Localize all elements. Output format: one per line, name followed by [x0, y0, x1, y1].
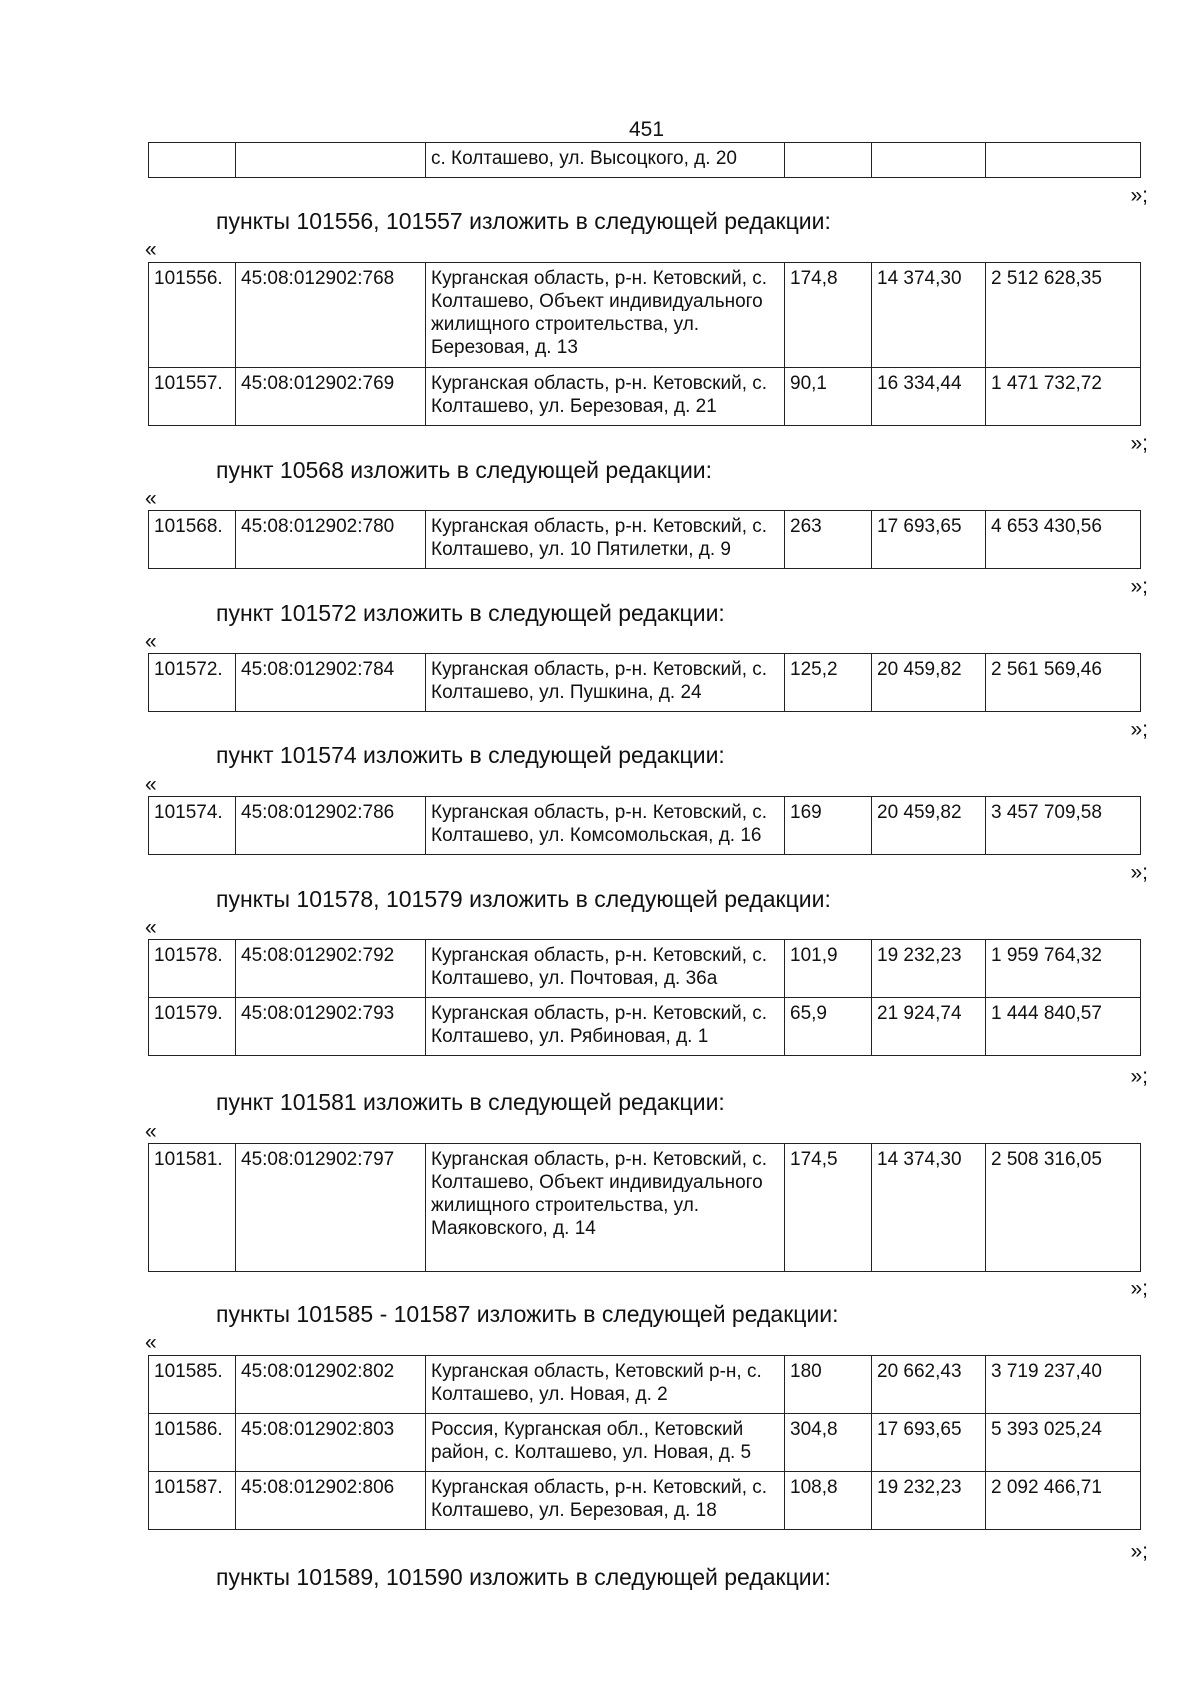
cell-number: 101579.	[149, 998, 236, 1056]
property-table	[148, 510, 1141, 569]
property-table	[148, 1355, 1141, 1530]
cell-value	[986, 143, 1141, 178]
property-table	[148, 796, 1141, 855]
closing-quote: »;	[1130, 432, 1148, 455]
cell-number: 101586.	[149, 1414, 236, 1472]
continuation-table	[148, 142, 1141, 178]
closing-quote: »;	[1130, 184, 1148, 207]
cell-rate: 14 374,30	[872, 1144, 986, 1272]
table-row	[149, 1356, 1141, 1414]
cell-number: 101556.	[149, 263, 236, 368]
cell-area: 90,1	[785, 368, 872, 426]
opening-quote: «	[145, 1331, 157, 1354]
cell-rate: 14 374,30	[872, 263, 986, 368]
cell-value: 3 457 709,58	[986, 797, 1141, 855]
table-row	[149, 654, 1141, 712]
cell-address: Курганская область, р-н. Кетовский, с. Колташево, ул. Березовая, д. 21	[426, 368, 785, 426]
closing-quote: »;	[1130, 718, 1148, 741]
property-table	[148, 1143, 1141, 1272]
opening-quote: «	[145, 1120, 157, 1143]
cell-number: 101568.	[149, 511, 236, 569]
table-row	[149, 263, 1141, 368]
cell-address: Курганская область, р-н. Кетовский, с. Колташево, ул. 10 Пятилетки, д. 9	[426, 511, 785, 569]
cell-rate: 17 693,65	[872, 511, 986, 569]
cell-value: 4 653 430,56	[986, 511, 1141, 569]
cell-area: 108,8	[785, 1472, 872, 1530]
cell-address: Курганская область, р-н. Кетовский, с. Колташево, ул. Рябиновая, д. 1	[426, 998, 785, 1056]
cell-cadastral: 45:08:012902:768	[236, 263, 426, 368]
cell-area: 180	[785, 1356, 872, 1414]
closing-quote: »;	[1130, 575, 1148, 598]
section-intro: пункты 101578, 101579 изложить в следующей редакции:	[216, 886, 831, 912]
cell-area: 125,2	[785, 654, 872, 712]
table-row	[149, 1144, 1141, 1272]
table-row	[149, 143, 1141, 178]
cell-cadastral: 45:08:012902:806	[236, 1472, 426, 1530]
cell-area: 174,8	[785, 263, 872, 368]
cell-value: 1 959 764,32	[986, 940, 1141, 998]
cell-cadastral: 45:08:012902:780	[236, 511, 426, 569]
cell-cadastral: 45:08:012902:802	[236, 1356, 426, 1414]
cell-value: 5 393 025,24	[986, 1414, 1141, 1472]
table-row	[149, 1414, 1141, 1472]
cell-area: 65,9	[785, 998, 872, 1056]
cell-address: Курганская область, р-н. Кетовский, с. Колташево, ул. Комсомольская, д. 16	[426, 797, 785, 855]
cell-value: 2 508 316,05	[986, 1144, 1141, 1272]
table-row	[149, 998, 1141, 1056]
cell-value: 2 092 466,71	[986, 1472, 1141, 1530]
cell-value: 2 561 569,46	[986, 654, 1141, 712]
cell-number: 101585.	[149, 1356, 236, 1414]
cell-area: 263	[785, 511, 872, 569]
final-section-intro: пункты 101589, 101590 изложить в следующей редакции:	[216, 1564, 831, 1590]
cell-rate: 19 232,23	[872, 940, 986, 998]
opening-quote: «	[145, 487, 157, 510]
cell-rate: 20 459,82	[872, 654, 986, 712]
closing-quote: »;	[1130, 1277, 1148, 1300]
cell-rate: 20 459,82	[872, 797, 986, 855]
cell-address: Курганская область, р-н. Кетовский, с. Колташево, ул. Почтовая, д. 36а	[426, 940, 785, 998]
cell-address: с. Колташево, ул. Высоцкого, д. 20	[426, 143, 785, 178]
cell-area: 174,5	[785, 1144, 872, 1272]
opening-quote: «	[145, 773, 157, 796]
opening-quote: «	[145, 238, 157, 261]
cell-value: 1 444 840,57	[986, 998, 1141, 1056]
cell-cadastral: 45:08:012902:792	[236, 940, 426, 998]
cell-value: 3 719 237,40	[986, 1356, 1141, 1414]
cell-value: 1 471 732,72	[986, 368, 1141, 426]
cell-address: Курганская область, Кетовский р-н, с. Колташево, ул. Новая, д. 2	[426, 1356, 785, 1414]
property-table	[148, 653, 1141, 712]
table-row	[149, 1472, 1141, 1530]
cell-number: 101574.	[149, 797, 236, 855]
cell-rate	[872, 143, 986, 178]
cell-area: 304,8	[785, 1414, 872, 1472]
cell-cadastral: 45:08:012902:793	[236, 998, 426, 1056]
cell-cadastral: 45:08:012902:786	[236, 797, 426, 855]
closing-quote: »;	[1130, 861, 1148, 884]
cell-number: 101587.	[149, 1472, 236, 1530]
section-intro: пункт 101581 изложить в следующей редакции:	[216, 1089, 725, 1115]
cell-cadastral: 45:08:012902:803	[236, 1414, 426, 1472]
cell-address: Курганская область, р-н. Кетовский, с. Колташево, Объект индивидуального жилищного строительства, ул. Березовая, д. 13	[426, 263, 785, 368]
cell-area	[785, 143, 872, 178]
cell-address: Курганская область, р-н. Кетовский, с. Колташево, Объект индивидуального жилищного строительства, ул. Маяковского, д. 14	[426, 1144, 785, 1272]
cell-address: Курганская область, р-н. Кетовский, с. Колташево, ул. Пушкина, д. 24	[426, 654, 785, 712]
closing-quote: »;	[1130, 1540, 1148, 1563]
cell-value: 2 512 628,35	[986, 263, 1141, 368]
cell-rate: 16 334,44	[872, 368, 986, 426]
property-table	[148, 262, 1141, 426]
cell-number: 101557.	[149, 368, 236, 426]
cell-area: 101,9	[785, 940, 872, 998]
closing-quote: »;	[1130, 1065, 1148, 1088]
cell-cadastral: 45:08:012902:784	[236, 654, 426, 712]
cell-number: 101581.	[149, 1144, 236, 1272]
table-row	[149, 797, 1141, 855]
table-row	[149, 940, 1141, 998]
opening-quote: «	[145, 630, 157, 653]
cell-address: Россия, Курганская обл., Кетовский район, с. Колташево, ул. Новая, д. 5	[426, 1414, 785, 1472]
table-row	[149, 368, 1141, 426]
section-intro: пункт 101574 изложить в следующей редакции:	[216, 742, 725, 768]
section-intro: пункты 101585 - 101587 изложить в следующей редакции:	[216, 1301, 839, 1327]
cell-number: 101578.	[149, 940, 236, 998]
cell-area: 169	[785, 797, 872, 855]
opening-quote: «	[145, 916, 157, 939]
table-row	[149, 511, 1141, 569]
property-table	[148, 939, 1141, 1056]
section-intro: пункт 10568 изложить в следующей редакции:	[216, 457, 713, 483]
cell-address: Курганская область, р-н. Кетовский, с. Колташево, ул. Березовая, д. 18	[426, 1472, 785, 1530]
cell-rate: 19 232,23	[872, 1472, 986, 1530]
page-number: 451	[628, 118, 665, 141]
cell-number: 101572.	[149, 654, 236, 712]
cell-number	[149, 143, 236, 178]
cell-rate: 20 662,43	[872, 1356, 986, 1414]
cell-cadastral	[236, 143, 426, 178]
cell-rate: 17 693,65	[872, 1414, 986, 1472]
section-intro: пункт 101572 изложить в следующей редакции:	[216, 600, 725, 626]
cell-rate: 21 924,74	[872, 998, 986, 1056]
cell-cadastral: 45:08:012902:769	[236, 368, 426, 426]
section-intro: пункты 101556, 101557 изложить в следующей редакции:	[216, 208, 831, 234]
cell-cadastral: 45:08:012902:797	[236, 1144, 426, 1272]
